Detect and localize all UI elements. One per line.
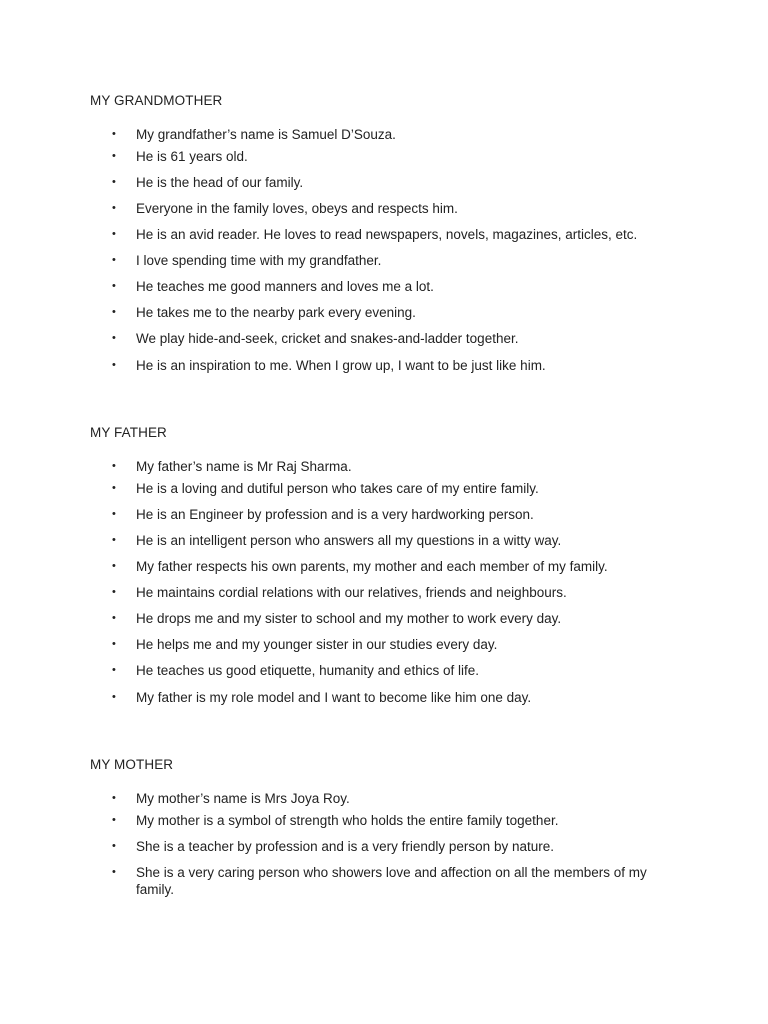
list-item: • He takes me to the nearby park every evening.: [112, 305, 416, 320]
bullet-icon: •: [112, 638, 116, 650]
section-father: [90, 425, 690, 705]
bullet-icon: •: [112, 228, 116, 240]
bullet-icon: •: [112, 664, 116, 676]
bullet-icon: •: [112, 866, 116, 878]
list-item: • He is an avid reader. He loves to read newspapers, novels, magazines, articles, etc.: [112, 227, 638, 242]
list-item: • He is a loving and dutiful person who takes care of my entire family.: [112, 481, 539, 496]
list-item: • My father respects his own parents, my mother and each member of my family.: [112, 559, 608, 574]
section-heading: MY FATHER: [90, 425, 167, 440]
list-item: • He is the head of our family.: [112, 175, 304, 190]
list-item: • Everyone in the family loves, obeys and respects him.: [112, 201, 458, 216]
bullet-icon: •: [112, 508, 116, 520]
list-item: • She is a teacher by profession and is a very friendly person by nature.: [112, 839, 554, 854]
list-item: • I love spending time with my grandfather.: [112, 253, 382, 268]
list-item: • He drops me and my sister to school and my mother to work every day.: [112, 611, 562, 626]
bullet-icon: •: [112, 280, 116, 292]
bullet-icon: •: [112, 306, 116, 318]
bullet-icon: •: [112, 150, 116, 162]
bullet-icon: •: [112, 814, 116, 826]
bullet-icon: •: [112, 460, 116, 472]
list-item: • He teaches us good etiquette, humanity and ethics of life.: [112, 663, 479, 678]
list-item: • My grandfather’s name is Samuel D’Souza.: [112, 127, 396, 142]
bullet-icon: •: [112, 586, 116, 598]
list-item: • My mother’s name is Mrs Joya Roy.: [112, 791, 350, 806]
section-heading: MY MOTHER: [90, 757, 174, 772]
bullet-icon: •: [112, 534, 116, 546]
section-grandmother: [90, 93, 690, 373]
section-heading: MY GRANDMOTHER: [90, 93, 223, 108]
list-item: • He helps me and my younger sister in our studies every day.: [112, 637, 498, 652]
list-item: • My father is my role model and I want to become like him one day.: [112, 690, 532, 705]
bullet-icon: •: [112, 840, 116, 852]
list-item: • She is a very caring person who showers love and affection on all the members of my family.: [112, 865, 647, 897]
list-item: • He maintains cordial relations with our relatives, friends and neighbours.: [112, 585, 567, 600]
section-mother: [90, 757, 690, 897]
list-item: • My father’s name is Mr Raj Sharma.: [112, 459, 352, 474]
list-item: • He is an Engineer by profession and is a very hardworking person.: [112, 507, 534, 522]
list-item: • He is 61 years old.: [112, 149, 248, 164]
bullet-icon: •: [112, 560, 116, 572]
list-item: • We play hide-and-seek, cricket and snakes-and-ladder together.: [112, 331, 519, 346]
bullet-icon: •: [112, 482, 116, 494]
list-item: • My mother is a symbol of strength who holds the entire family together.: [112, 813, 559, 828]
bullet-icon: •: [112, 332, 116, 344]
bullet-icon: •: [112, 359, 116, 371]
bullet-icon: •: [112, 128, 116, 140]
bullet-icon: •: [112, 176, 116, 188]
bullet-icon: •: [112, 792, 116, 804]
bullet-icon: •: [112, 202, 116, 214]
bullet-icon: •: [112, 612, 116, 624]
list-item: • He teaches me good manners and loves me a lot.: [112, 279, 434, 294]
list-item: • He is an intelligent person who answers all my questions in a witty way.: [112, 533, 562, 548]
bullet-icon: •: [112, 691, 116, 703]
bullet-icon: •: [112, 254, 116, 266]
list-item: • He is an inspiration to me. When I grow up, I want to be just like him.: [112, 358, 546, 373]
